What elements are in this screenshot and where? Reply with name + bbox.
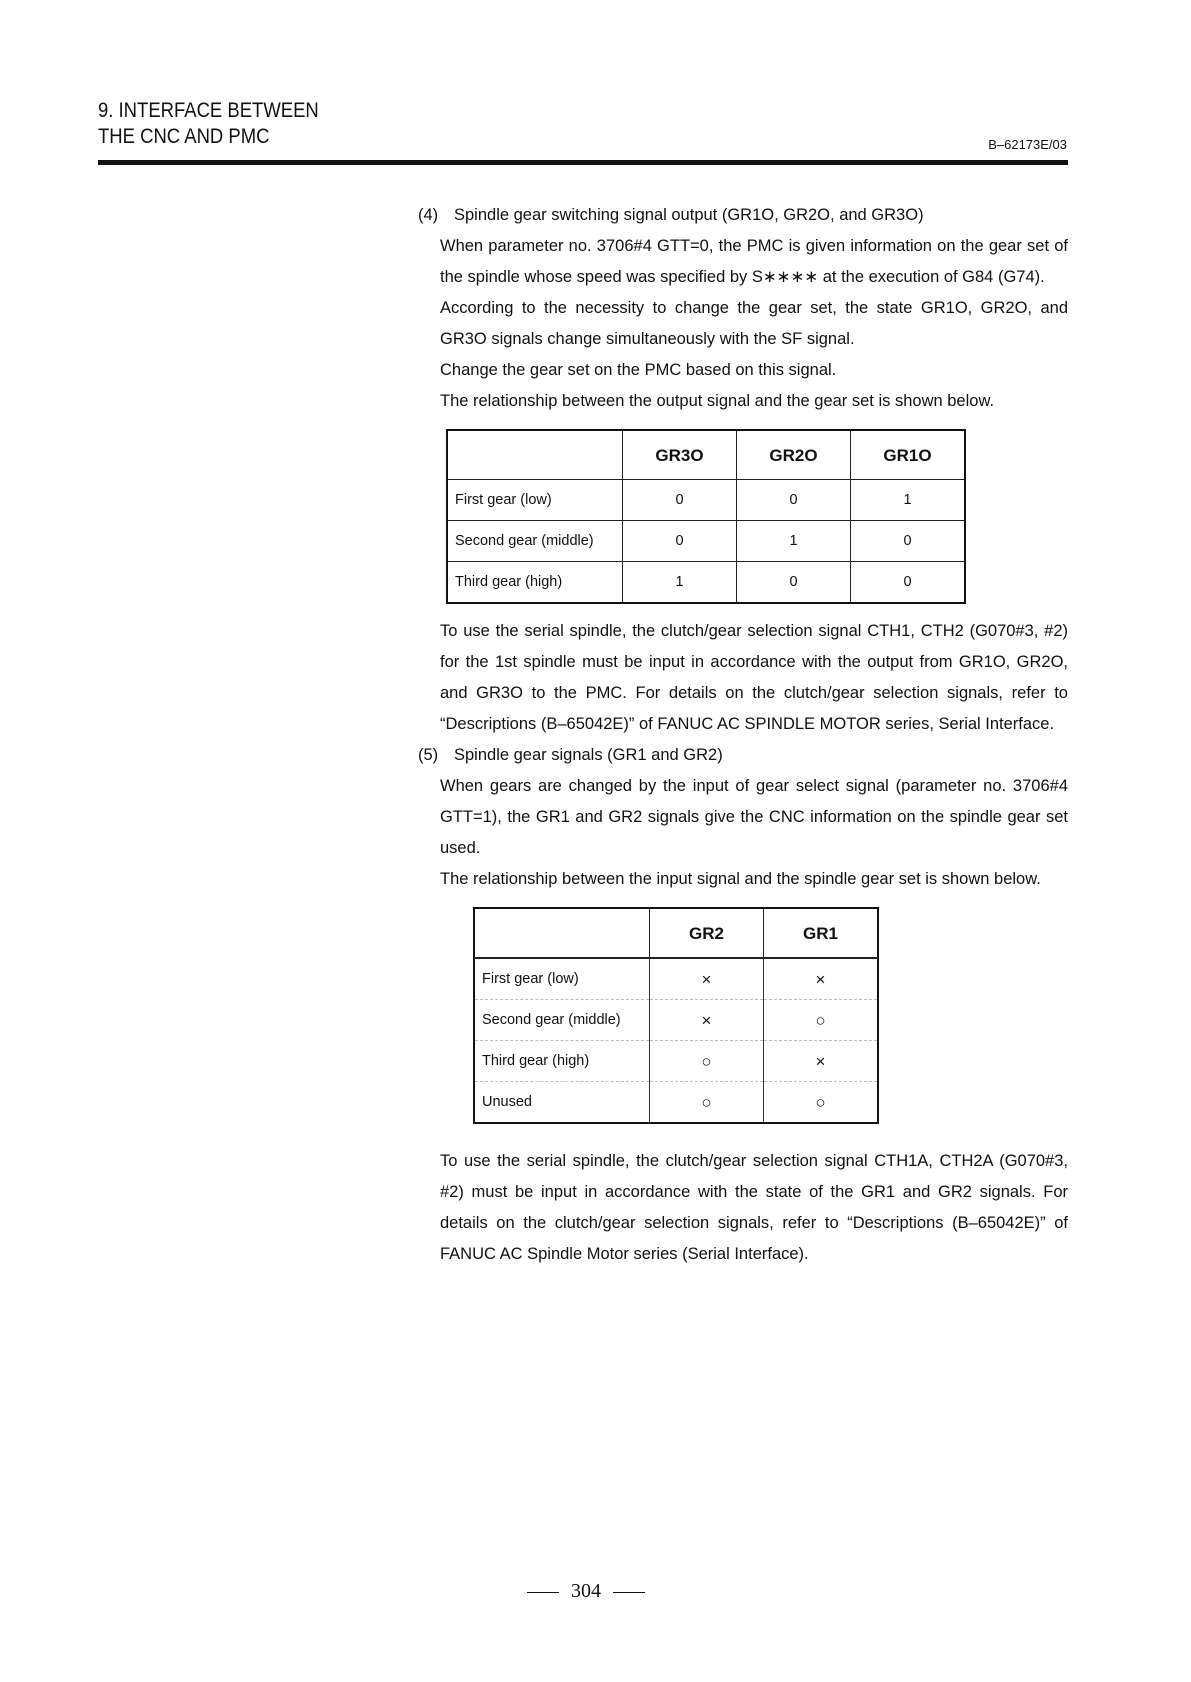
cell-value: ○ [764, 1082, 879, 1124]
cell-value: × [650, 958, 764, 1000]
table-row [447, 562, 965, 604]
output-signal-table [446, 429, 966, 604]
footer-dash-right [613, 1592, 645, 1594]
section-4-paragraph: The relationship between the output signal and the gear set is shown below. [440, 392, 995, 410]
section-5-title: Spindle gear signals (GR1 and GR2) [454, 746, 723, 764]
table-row [447, 521, 965, 562]
table-header-cell [447, 430, 623, 480]
section-5-note: To use the serial spindle, the clutch/gear selection signal CTH1A, CTH2A (G070#3, #2) must be input in accordance with the state of the GR1 and GR2 signals. For details on the clutch/gear selection signals, refer to “Descriptions (B–65042E)” of FANUC AC Spindle Motor series (Serial Interface). [440, 1152, 1068, 1263]
row-label: Second gear (middle) [447, 521, 623, 562]
chapter-title-line2: THE CNC AND PMC [98, 125, 270, 148]
table-row [474, 958, 878, 1000]
section-4-note: To use the serial spindle, the clutch/gear selection signal CTH1, CTH2 (G070#3, #2) for the 1st spindle must be input in accordance with the output from GR1O, GR2O, and GR3O to the PMC. For details on the clutch/gear selection signals, refer to “Descriptions (B–65042E)” of FANUC AC SPINDLE MOTOR series, Serial Interface. [440, 622, 1068, 733]
cell-value: 0 [851, 562, 966, 604]
table-header-row [474, 908, 878, 958]
document-code: B–62173E/03 [988, 137, 1067, 152]
cell-value: 1 [623, 562, 737, 604]
table-header-cell [474, 908, 650, 958]
section-4-paragraph: When parameter no. 3706#4 GTT=0, the PMC is given information on the gear set of the spindle whose speed was specified by S∗∗∗∗ at the execution of G84 (G74). [440, 237, 1068, 286]
header-rule [98, 160, 1068, 165]
section-4-paragraph: According to the necessity to change the gear set, the state GR1O, GR2O, and GR3O signals change simultaneously with the SF signal. [440, 299, 1068, 348]
section-5-paragraph: The relationship between the input signal and the spindle gear set is shown below. [440, 870, 1041, 888]
chapter-title-line1: 9. INTERFACE BETWEEN [98, 99, 319, 122]
cell-value: ○ [650, 1082, 764, 1124]
section-4-title: Spindle gear switching signal output (GR1O, GR2O, and GR3O) [454, 206, 924, 224]
row-label: Second gear (middle) [474, 1000, 650, 1041]
cell-value: 0 [851, 521, 966, 562]
cell-value: ○ [650, 1041, 764, 1082]
cell-value: 1 [851, 480, 966, 521]
table-header-cell: GR2 [650, 908, 764, 958]
cell-value: 0 [737, 480, 851, 521]
table-header-cell: GR1O [851, 430, 966, 480]
row-label: First gear (low) [447, 480, 623, 521]
section-4-heading [418, 200, 1068, 231]
row-label: Unused [474, 1082, 650, 1124]
table-header-cell: GR3O [623, 430, 737, 480]
row-label: Third gear (high) [474, 1041, 650, 1082]
chapter-title [98, 98, 319, 150]
section-4-paragraph: Change the gear set on the PMC based on this signal. [440, 361, 837, 379]
page-number: 304 [571, 1580, 601, 1602]
page-number-footer [515, 1580, 657, 1603]
row-label: Third gear (high) [447, 562, 623, 604]
cell-value: ○ [764, 1000, 879, 1041]
table-row [447, 480, 965, 521]
page-content [418, 200, 1068, 1270]
cell-value: 0 [623, 480, 737, 521]
footer-dash-left [527, 1592, 559, 1594]
section-5-heading [418, 740, 1068, 771]
cell-value: × [764, 1041, 879, 1082]
cell-value: × [764, 958, 879, 1000]
table-row [474, 1082, 878, 1124]
row-label: First gear (low) [474, 958, 650, 1000]
table-header-row [447, 430, 965, 480]
cell-value: 0 [623, 521, 737, 562]
table-header-cell: GR1 [764, 908, 879, 958]
section-5-number: (5) [418, 746, 439, 764]
cell-value: × [650, 1000, 764, 1041]
table-row [474, 1000, 878, 1041]
table-row [474, 1041, 878, 1082]
cell-value: 1 [737, 521, 851, 562]
cell-value: 0 [737, 562, 851, 604]
section-4-number: (4) [418, 206, 439, 224]
table-header-cell: GR2O [737, 430, 851, 480]
section-5-paragraph: When gears are changed by the input of gear select signal (parameter no. 3706#4 GTT=1), the GR1 and GR2 signals give the CNC information on the spindle gear set used. [440, 777, 1068, 857]
input-signal-table [473, 907, 879, 1124]
